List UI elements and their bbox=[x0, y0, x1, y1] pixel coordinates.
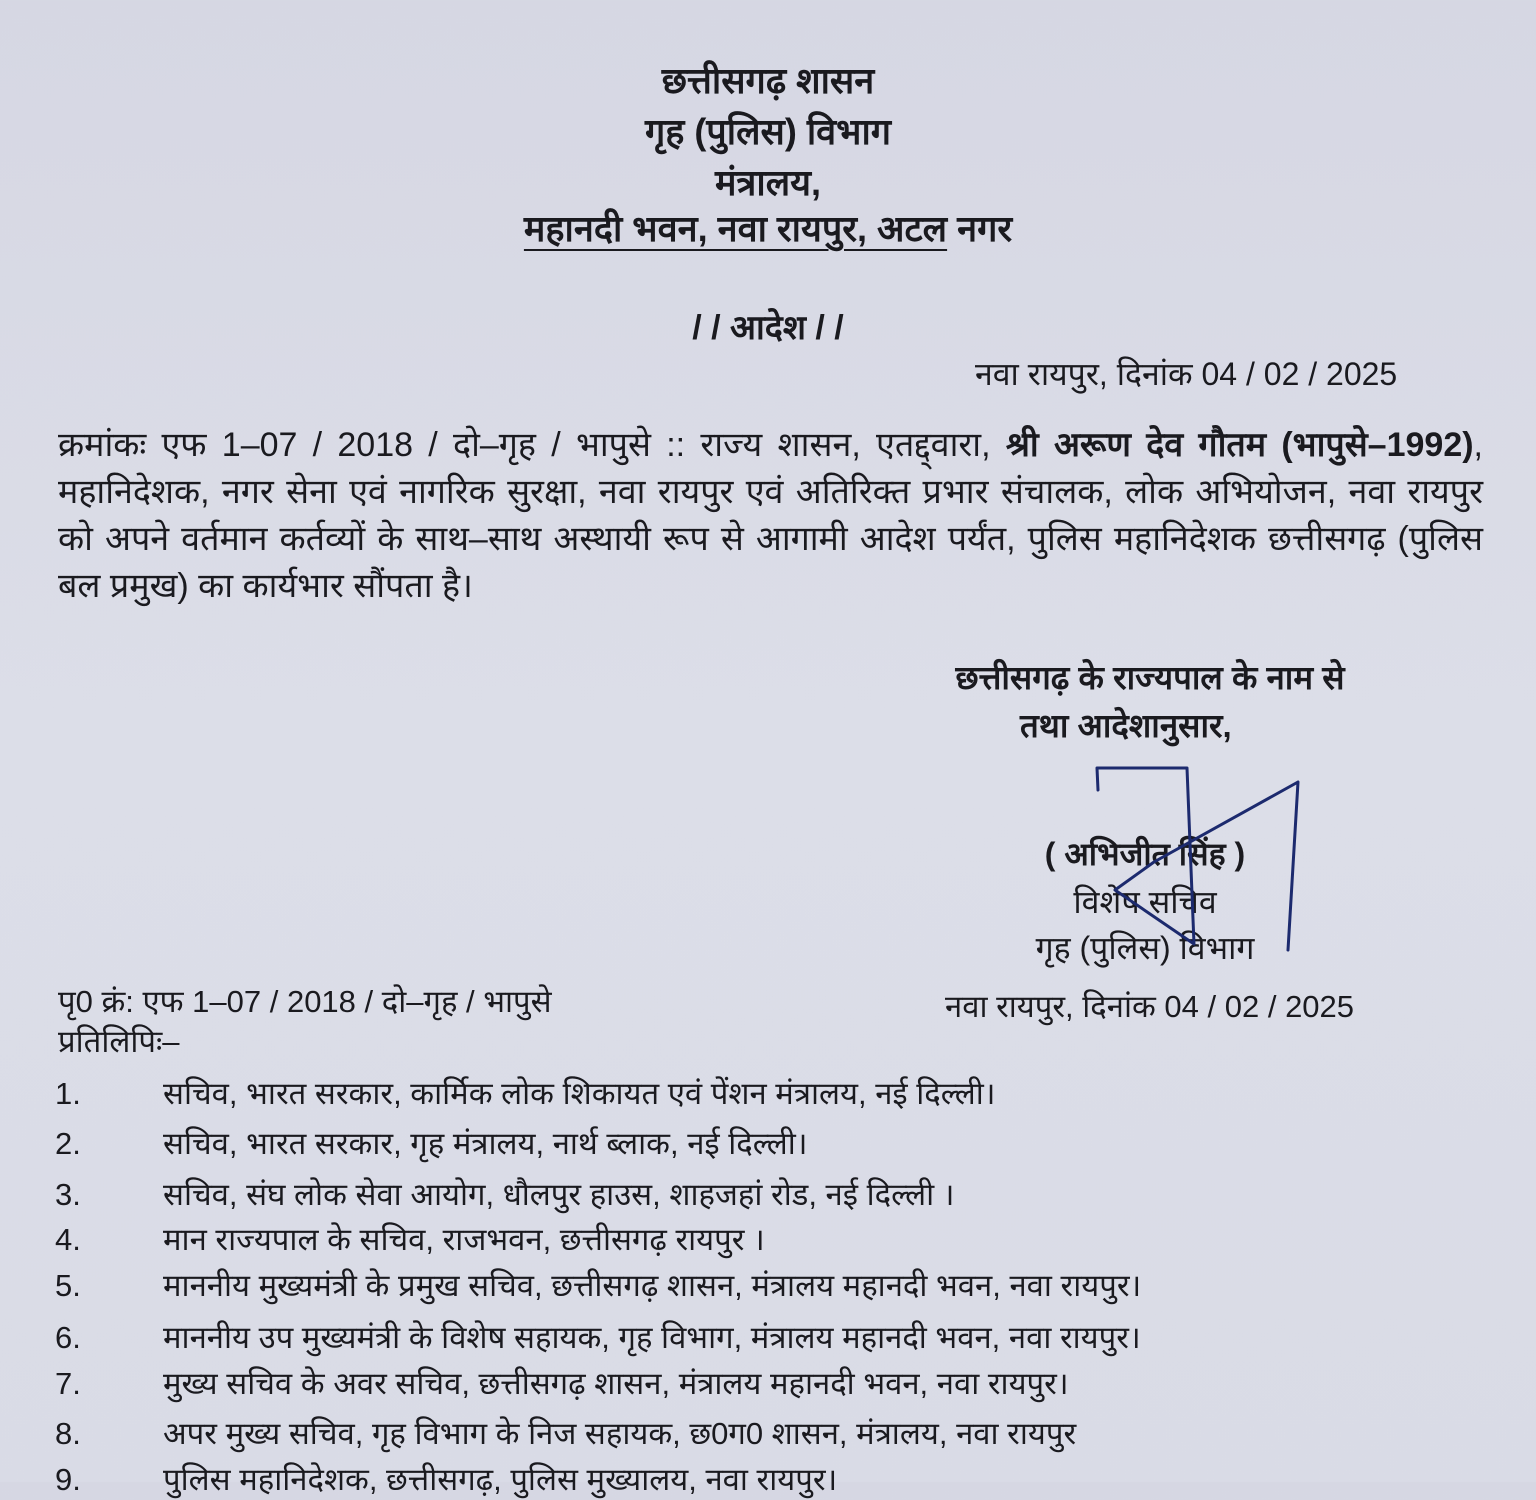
header-department: गृह (पुलिस) विभाग bbox=[644, 111, 892, 152]
header-address-underlined: महानदी भवन, नवा रायपुर, अटल bbox=[523, 208, 948, 249]
signatory-name: ( अभिजीत सिंह ) bbox=[1044, 836, 1246, 872]
signatory-designation: विशेष सचिव bbox=[1073, 884, 1217, 920]
header-address bbox=[0, 203, 1536, 252]
order-text: , महानिदेशक, नगर सेना एवं नागरिक सुरक्षा, नवा रायपुर एवं अतिरिक्त प्रभार संचालक, लोक अभियोजन, नवा रायपुर को अपने वर्तमान कर्तव्यों के साथ–साथ अस्थायी रूप से आगामी आदेश पर्यंत, पुलिस महानिदेशक छत्तीसगढ़ (पुलिस बल प्रमुख) का कार्यभार सौंपता है। bbox=[58, 426, 1483, 605]
copy-item: 9. पुलिस महानिदेशक, छत्तीसगढ़, पुलिस मुख्यालय, नवा रायपुर। bbox=[55, 1462, 838, 1497]
signatory-department: गृह (पुलिस) विभाग bbox=[1035, 930, 1255, 966]
copy-item: 2. सचिव, भारत सरकार, गृह मंत्रालय, नार्थ ब्लाक, नई दिल्ली। bbox=[55, 1126, 808, 1161]
order-place-date: नवा रायपुर, दिनांक 04 / 02 / 2025 bbox=[975, 356, 1398, 392]
header-government: छत्तीसगढ़ शासन bbox=[661, 60, 875, 101]
copy-item: 1. सचिव, भारत सरकार, कार्मिक लोक शिकायत एवं पेंशन मंत्रालय, नई दिल्ली। bbox=[55, 1076, 996, 1111]
signature-icon bbox=[1080, 760, 1310, 980]
endorsement-place-date: नवा रायपुर, दिनांक 04 / 02 / 2025 bbox=[945, 989, 1355, 1024]
copy-item: 3. सचिव, संघ लोक सेवा आयोग, धौलपुर हाउस, शाहजहां रोड, नई दिल्ली । bbox=[55, 1177, 955, 1212]
order-reference: क्रमांकः एफ 1–07 / 2018 / दो–गृह / भापुसे :: राज्य शासन, एतद्द्वारा, bbox=[58, 426, 1006, 464]
copy-item: 8. अपर मुख्य सचिव, गृह विभाग के निज सहायक, छ0ग0 शासन, मंत्रालय, नवा रायपुर bbox=[55, 1416, 1077, 1451]
header-ministry: मंत्रालय, bbox=[714, 162, 821, 203]
copy-item: 6. माननीय उप मुख्यमंत्री के विशेष सहायक, गृह विभाग, मंत्रालय महानदी भवन, नवा रायपुर। bbox=[55, 1320, 1141, 1355]
copy-item: 5. माननीय मुख्यमंत्री के प्रमुख सचिव, छत्तीसगढ़ शासन, मंत्रालय महानदी भवन, नवा रायपुर। bbox=[55, 1268, 1142, 1303]
copy-label: प्रतिलिपिः– bbox=[58, 1024, 180, 1059]
copy-item: 7. मुख्य सचिव के अवर सचिव, छत्तीसगढ़ शासन, मंत्रालय महानदी भवन, नवा रायपुर। bbox=[55, 1366, 1069, 1401]
authority-line1: छत्तीसगढ़ के राज्यपाल के नाम से bbox=[955, 659, 1345, 696]
order-title: / / आदेश / / bbox=[692, 309, 844, 347]
order-body bbox=[58, 422, 1483, 610]
copy-item: 4. मान राज्यपाल के सचिव, राजभवन, छत्तीसगढ़ रायपुर । bbox=[55, 1222, 765, 1257]
officer-name: श्री अरूण देव गौतम (भापुसे–1992) bbox=[1005, 426, 1474, 464]
authority-line2: तथा आदेशानुसार, bbox=[1020, 707, 1232, 744]
endorsement-reference: पृ0 क्रं: एफ 1–07 / 2018 / दो–गृह / भापुसे bbox=[58, 984, 552, 1019]
header-address-rest: नगर bbox=[947, 208, 1013, 249]
